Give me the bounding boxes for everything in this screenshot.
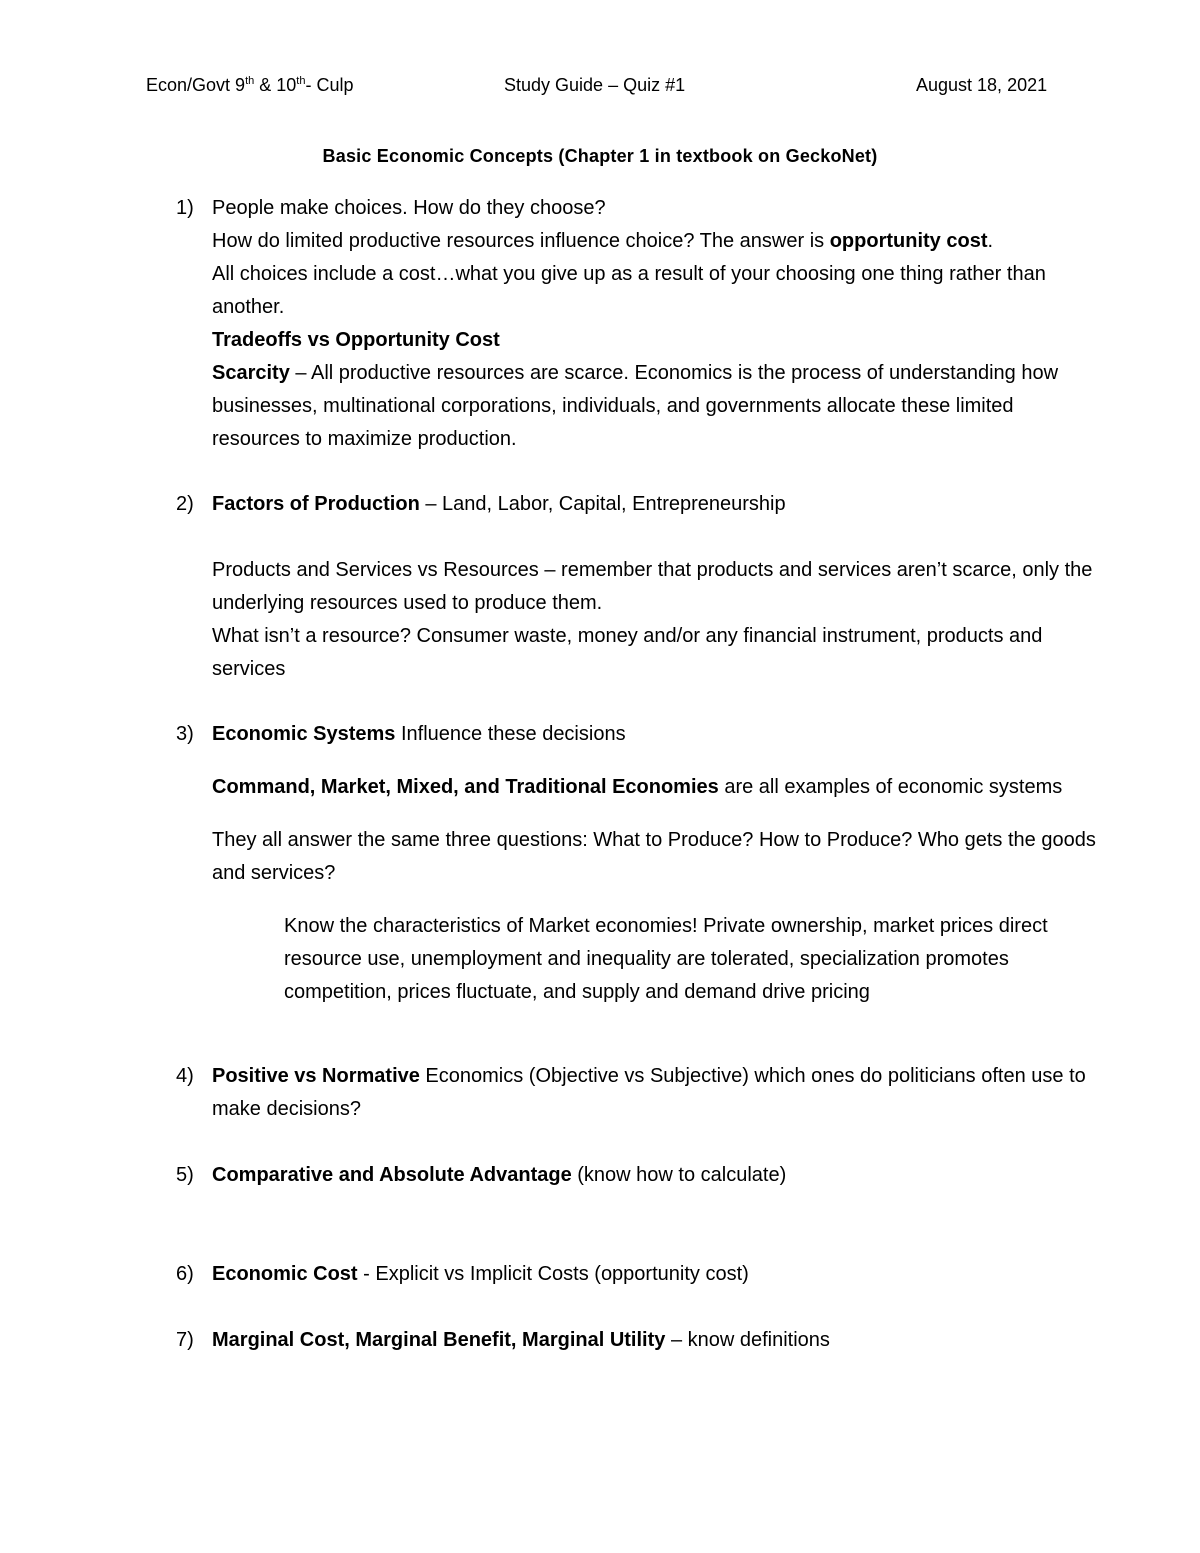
spacer bbox=[212, 804, 1096, 824]
item-body bbox=[212, 192, 1096, 456]
item-number: 5) bbox=[176, 1164, 194, 1186]
header-doc-title: Study Guide – Quiz #1 bbox=[504, 75, 686, 95]
item-body bbox=[212, 488, 1096, 686]
header-date: August 18, 2021 bbox=[916, 75, 1048, 95]
list-item-6 bbox=[176, 1258, 1096, 1291]
list-item-7 bbox=[176, 1324, 1096, 1357]
spacer bbox=[212, 521, 1096, 554]
item-body bbox=[212, 718, 1096, 1009]
spacer bbox=[212, 751, 1096, 771]
item-text: Marginal Cost, Marginal Benefit, Marginal Utility – know definitions bbox=[212, 1329, 830, 1351]
list-item-3 bbox=[176, 718, 1096, 1009]
item-number: 3) bbox=[176, 723, 194, 745]
item-text: Products and Services vs Resources – remember that products and services aren’t scarce, only the underlying resources used to produce them. bbox=[212, 559, 1093, 614]
item-number: 4) bbox=[176, 1065, 194, 1087]
item-body bbox=[212, 1258, 1096, 1291]
item-subheading: Tradeoffs vs Opportunity Cost bbox=[212, 329, 500, 351]
item-body bbox=[212, 1060, 1096, 1126]
list-item-2 bbox=[176, 488, 1096, 686]
item-text: How do limited productive resources influence choice? The answer is opportunity cost. bbox=[212, 230, 994, 252]
item-number: 2) bbox=[176, 493, 194, 515]
item-text: People make choices. How do they choose? bbox=[212, 197, 606, 219]
item-text: Know the characteristics of Market economies! Private ownership, market prices direct resource use, unemployment and inequality are tolerated, specialization promotes competition, prices fluctuate, and supply and demand drive pricing bbox=[284, 915, 1048, 1003]
item-body bbox=[212, 1324, 1096, 1357]
item-text: Economic Systems Influence these decisions bbox=[212, 723, 626, 745]
item-text: Factors of Production – Land, Labor, Capital, Entrepreneurship bbox=[212, 493, 786, 515]
item-text: All choices include a cost…what you give up as a result of your choosing one thing rather than another. bbox=[212, 263, 1046, 318]
list-item-1 bbox=[176, 192, 1096, 456]
item-text: Economic Cost - Explicit vs Implicit Costs (opportunity cost) bbox=[212, 1263, 749, 1285]
item-number: 6) bbox=[176, 1263, 194, 1285]
item-text: Comparative and Absolute Advantage (know how to calculate) bbox=[212, 1164, 787, 1186]
list-item-5 bbox=[176, 1159, 1096, 1192]
header-course: Econ/Govt 9th & 10th- Culp bbox=[146, 75, 354, 95]
page-title: Basic Economic Concepts (Chapter 1 in textbook on GeckoNet) bbox=[322, 146, 878, 166]
item-text: Command, Market, Mixed, and Traditional Economies are all examples of economic systems bbox=[212, 776, 1063, 798]
list-item-4 bbox=[176, 1060, 1096, 1126]
item-text: They all answer the same three questions: What to Produce? How to Produce? Who gets the goods and services? bbox=[212, 829, 1096, 884]
item-number: 7) bbox=[176, 1329, 194, 1351]
item-text: Positive vs Normative Economics (Objective vs Subjective) which ones do politicians often use to make decisions? bbox=[212, 1065, 1086, 1120]
item-text: What isn’t a resource? Consumer waste, money and/or any financial instrument, products and services bbox=[212, 625, 1043, 680]
item-text: Scarcity – All productive resources are scarce. Economics is the process of understanding how businesses, multinational corporations, individuals, and governments allocate these limited resources to maximize production. bbox=[212, 362, 1059, 450]
item-number: 1) bbox=[176, 197, 194, 219]
item-body bbox=[212, 1159, 1096, 1192]
spacer bbox=[212, 890, 1096, 910]
